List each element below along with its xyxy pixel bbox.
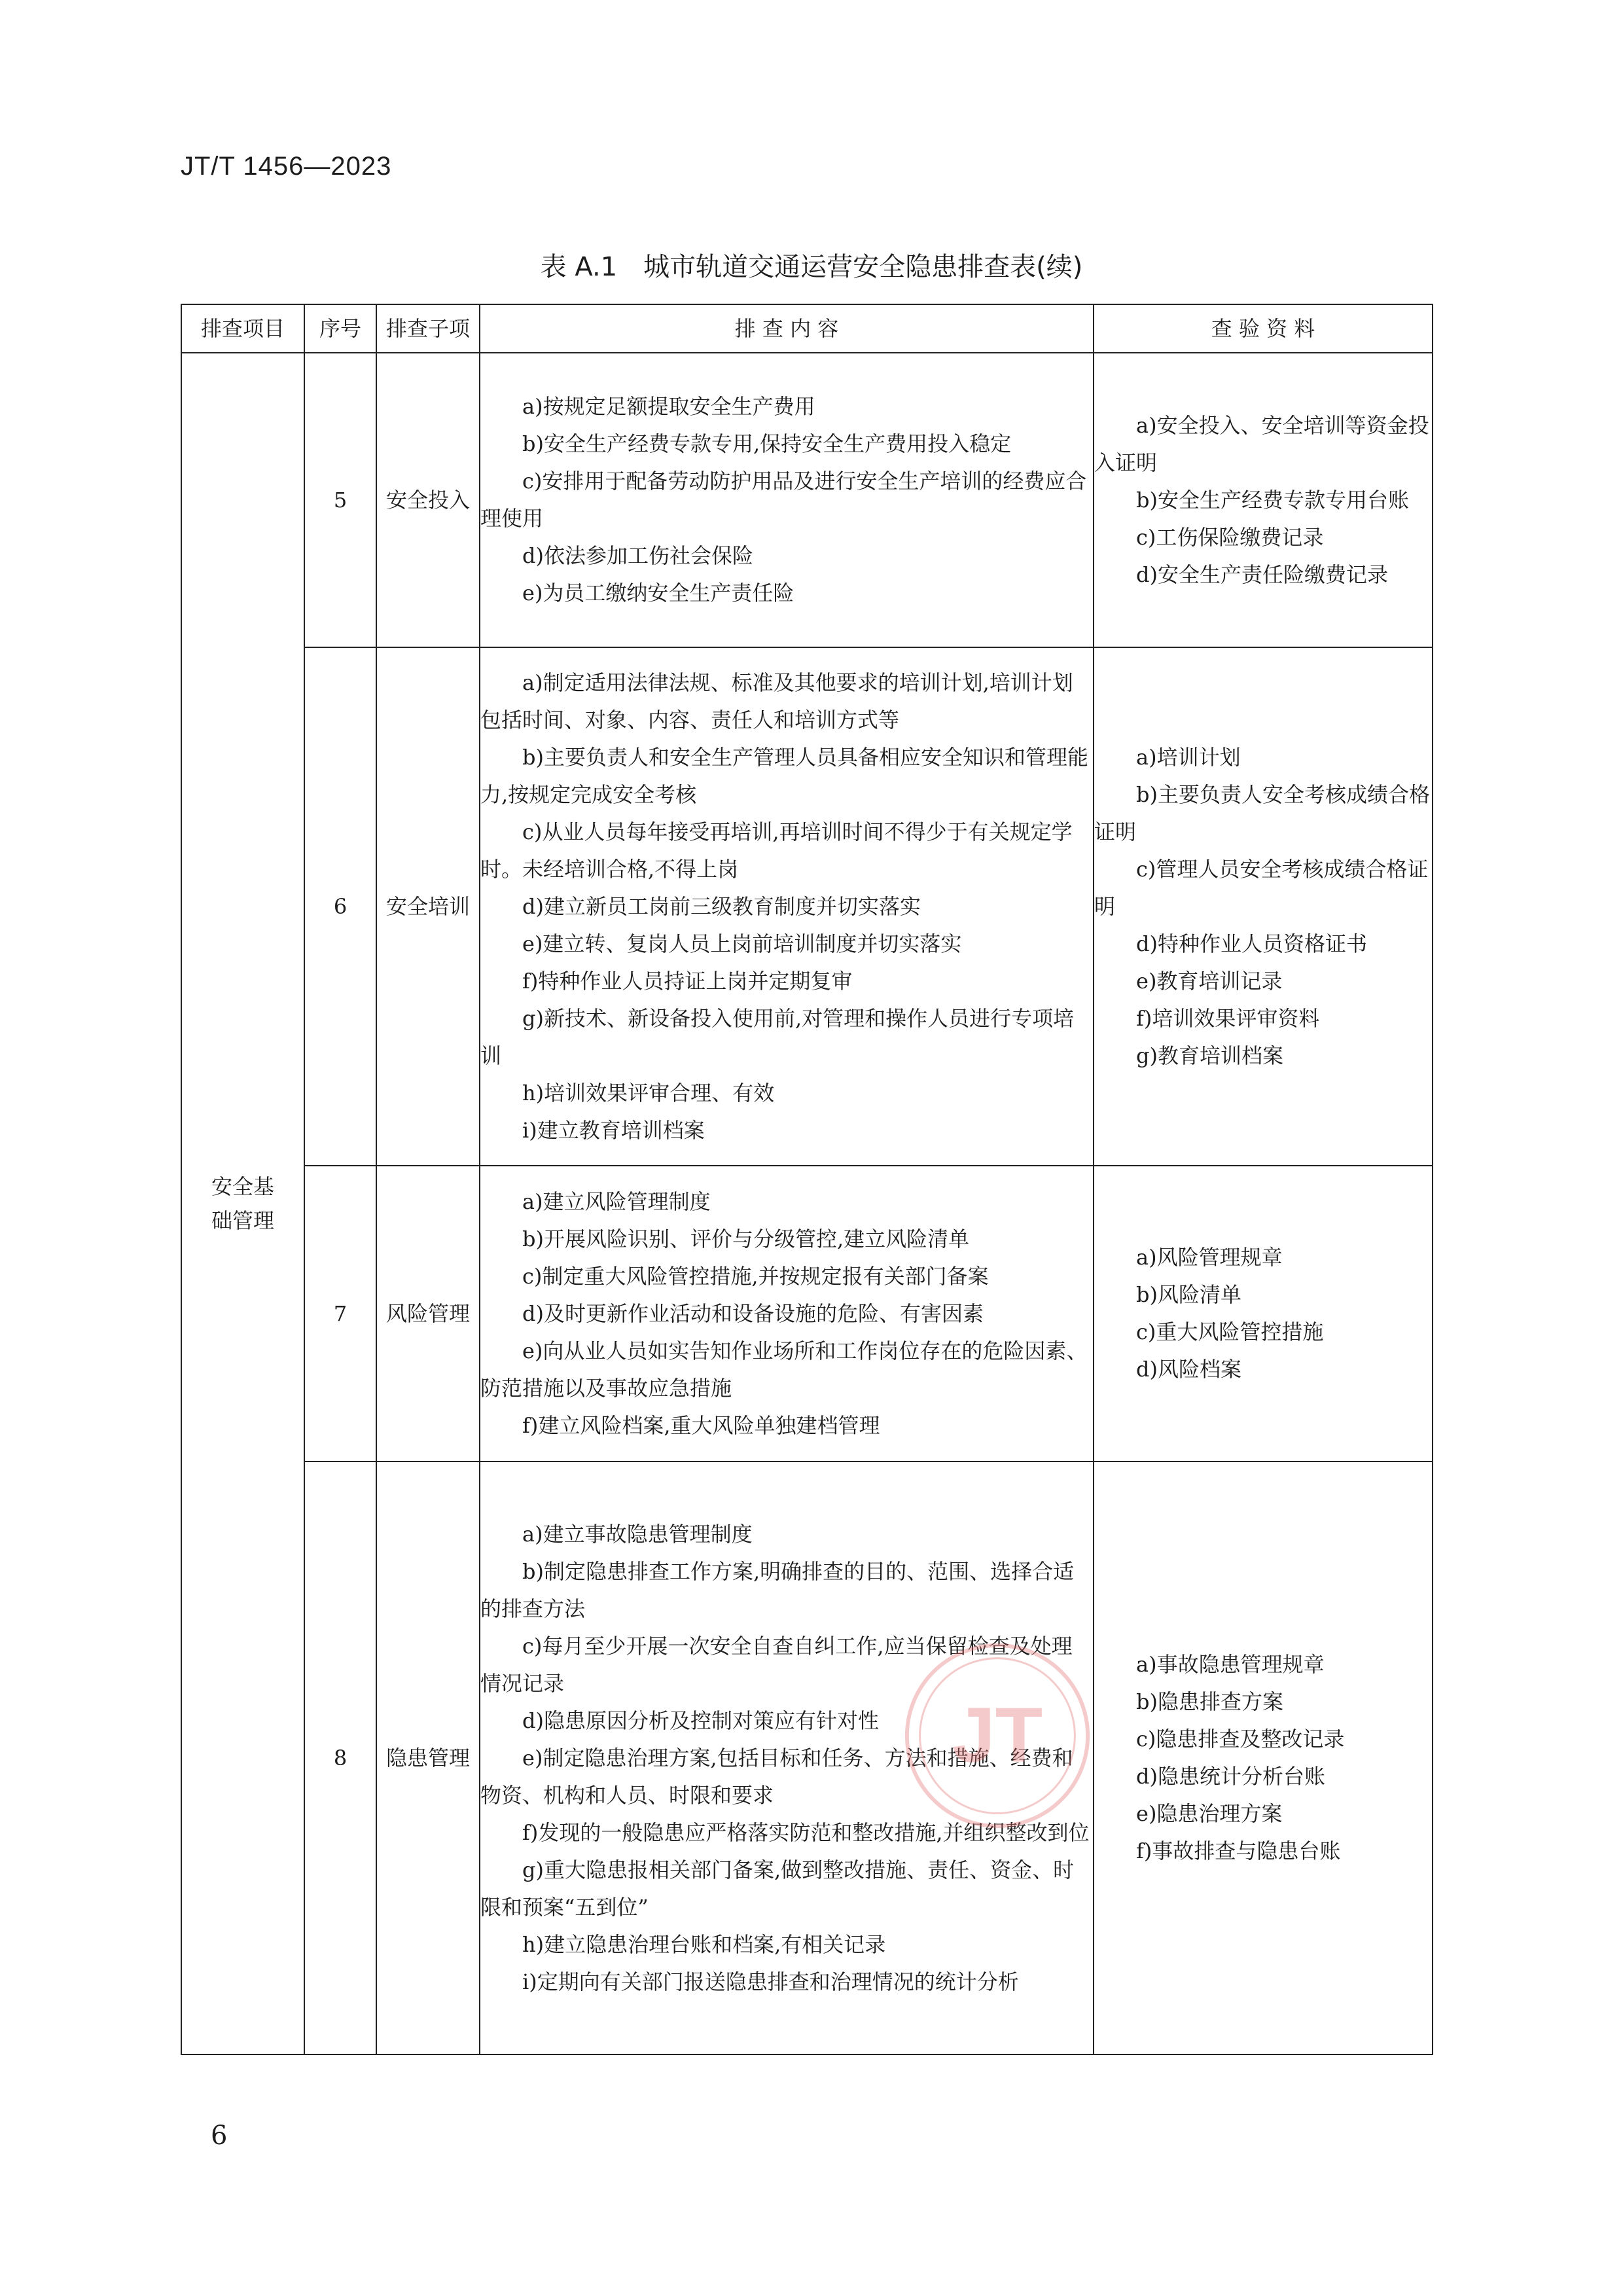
materials-cell xyxy=(1094,1462,1433,2054)
materials-line: f)事故排查与隐患台账 xyxy=(1136,1839,1341,1863)
materials-line: e)隐患治理方案 xyxy=(1136,1801,1283,1826)
inspection-table xyxy=(181,304,1433,2055)
materials-line: c)管理人员安全考核成绩合格证明 xyxy=(1094,856,1429,919)
content-line: f)发现的一般隐患应严格落实防范和整改措施,并组织整改到位 xyxy=(522,1820,1090,1845)
content-line: f)建立风险档案,重大风险单独建档管理 xyxy=(522,1412,880,1438)
subitem-cell: 安全培训 xyxy=(376,647,480,1166)
category-cell xyxy=(181,353,304,2054)
stamp-text: JT xyxy=(952,1692,1043,1779)
category-label: 安全基础管理 xyxy=(211,1174,274,1233)
table-row xyxy=(181,1462,1433,2054)
content-line: b)制定隐患排查工作方案,明确排查的目的、范围、选择合适的排查方法 xyxy=(480,1558,1075,1621)
subitem-cell: 安全投入 xyxy=(376,353,480,647)
materials-cell xyxy=(1094,353,1433,647)
materials-line: g)教育培训档案 xyxy=(1136,1043,1283,1068)
materials-line: d)安全生产责任险缴费记录 xyxy=(1136,562,1388,587)
materials-line: a)风险管理规章 xyxy=(1136,1245,1283,1270)
materials-line: d)隐患统计分析台账 xyxy=(1136,1764,1325,1789)
content-line: a)建立风险管理制度 xyxy=(522,1189,711,1214)
seq-cell: 6 xyxy=(304,647,376,1166)
materials-line: b)主要负责人安全考核成绩合格证明 xyxy=(1094,781,1430,844)
materials-line: f)培训效果评审资料 xyxy=(1136,1005,1320,1031)
content-line: b)安全生产经费专款专用,保持安全生产费用投入稳定 xyxy=(522,431,1012,456)
materials-line: d)风险档案 xyxy=(1136,1357,1241,1382)
materials-line: c)隐患排查及整改记录 xyxy=(1136,1727,1345,1751)
materials-line: e)教育培训记录 xyxy=(1136,968,1283,994)
content-line: a)按规定足额提取安全生产费用 xyxy=(522,394,815,419)
content-cell xyxy=(480,1166,1094,1462)
table-row xyxy=(181,1166,1433,1462)
content-line: c)从业人员每年接受再培训,再培训时间不得少于有关规定学时。未经培训合格,不得上岗 xyxy=(480,819,1073,882)
content-line: g)重大隐患报相关部门备案,做到整改措施、责任、资金、时限和预案“五到位” xyxy=(480,1857,1075,1920)
content-line: e)制定隐患治理方案,包括目标和任务、方法和措施、经费和物资、机构和人员、时限和要求 xyxy=(480,1745,1073,1808)
table-title: 表 A.1 城市轨道交通运营安全隐患排查表(续) xyxy=(540,252,1083,282)
content-line: a)建立事故隐患管理制度 xyxy=(522,1521,753,1547)
content-line: i)建立教育培训档案 xyxy=(522,1117,705,1143)
materials-line: b)隐患排查方案 xyxy=(1136,1689,1283,1714)
table-row xyxy=(181,353,1433,647)
materials-line: b)安全生产经费专款专用台账 xyxy=(1136,487,1409,512)
content-line: b)主要负责人和安全生产管理人员具备相应安全知识和管理能力,按规定完成安全考核 xyxy=(480,744,1088,807)
content-line: e)建立转、复岗人员上岗前培训制度并切实落实 xyxy=(522,931,962,956)
page-number: 6 xyxy=(211,2121,228,2151)
column-header-category: 排查项目 xyxy=(181,304,304,353)
materials-line: b)风险清单 xyxy=(1136,1282,1241,1307)
materials-cell xyxy=(1094,1166,1433,1462)
content-line: d)隐患原因分析及控制对策应有针对性 xyxy=(522,1708,879,1733)
content-cell xyxy=(480,1462,1094,2054)
subitem-cell: 风险管理 xyxy=(376,1166,480,1462)
content-line: a)制定适用法律法规、标准及其他要求的培训计划,培训计划包括时间、对象、内容、责任人和培训方式等 xyxy=(480,670,1073,732)
materials-line: d)特种作业人员资格证书 xyxy=(1136,931,1367,956)
column-header-subitem: 排查子项 xyxy=(376,304,480,353)
content-line: d)建立新员工岗前三级教育制度并切实落实 xyxy=(522,893,921,919)
seq-cell: 5 xyxy=(304,353,376,647)
materials-line: a)培训计划 xyxy=(1136,744,1241,770)
content-line: e)向从业人员如实告知作业场所和工作岗位存在的危险因素、防范措施以及事故应急措施 xyxy=(480,1338,1088,1401)
materials-line: c)重大风险管控措施 xyxy=(1136,1319,1324,1344)
seq-cell: 7 xyxy=(304,1166,376,1462)
seq-cell: 8 xyxy=(304,1462,376,2054)
column-header-seq: 序号 xyxy=(304,304,376,353)
content-line: c)安排用于配备劳动防护用品及进行安全生产培训的经费应合理使用 xyxy=(480,469,1087,531)
materials-line: a)事故隐患管理规章 xyxy=(1136,1652,1325,1677)
content-cell xyxy=(480,647,1094,1166)
content-line: i)定期向有关部门报送隐患排查和治理情况的统计分析 xyxy=(522,1969,1019,1994)
content-line: c)制定重大风险管控措施,并按规定报有关部门备案 xyxy=(522,1263,989,1289)
materials-cell xyxy=(1094,647,1433,1166)
column-header-content: 排 查 内 容 xyxy=(480,304,1094,353)
content-line: b)开展风险识别、评价与分级管控,建立风险清单 xyxy=(522,1226,970,1251)
materials-line: a)安全投入、安全培训等资金投入证明 xyxy=(1094,412,1429,475)
content-line: e)为员工缴纳安全生产责任险 xyxy=(522,581,794,605)
table-row xyxy=(181,647,1433,1166)
content-line: d)及时更新作业活动和设备设施的危险、有害因素 xyxy=(522,1300,984,1326)
content-cell xyxy=(480,353,1094,647)
document-code: JT/T 1456—2023 xyxy=(181,152,392,181)
subitem-cell: 隐患管理 xyxy=(376,1462,480,2054)
content-line: f)特种作业人员持证上岗并定期复审 xyxy=(522,968,853,994)
content-line: d)依法参加工伤社会保险 xyxy=(522,543,753,568)
content-line: h)培训效果评审合理、有效 xyxy=(522,1080,775,1105)
materials-line: c)工伤保险缴费记录 xyxy=(1136,524,1324,550)
content-line: h)建立隐患治理台账和档案,有相关记录 xyxy=(522,1931,886,1957)
content-line: g)新技术、新设备投入使用前,对管理和操作人员进行专项培训 xyxy=(480,1005,1075,1068)
column-header-materials: 查 验 资 料 xyxy=(1094,304,1433,353)
content-line: c)每月至少开展一次安全自查自纠工作,应当保留检查及处理情况记录 xyxy=(480,1633,1073,1696)
table-header-row xyxy=(181,304,1433,353)
